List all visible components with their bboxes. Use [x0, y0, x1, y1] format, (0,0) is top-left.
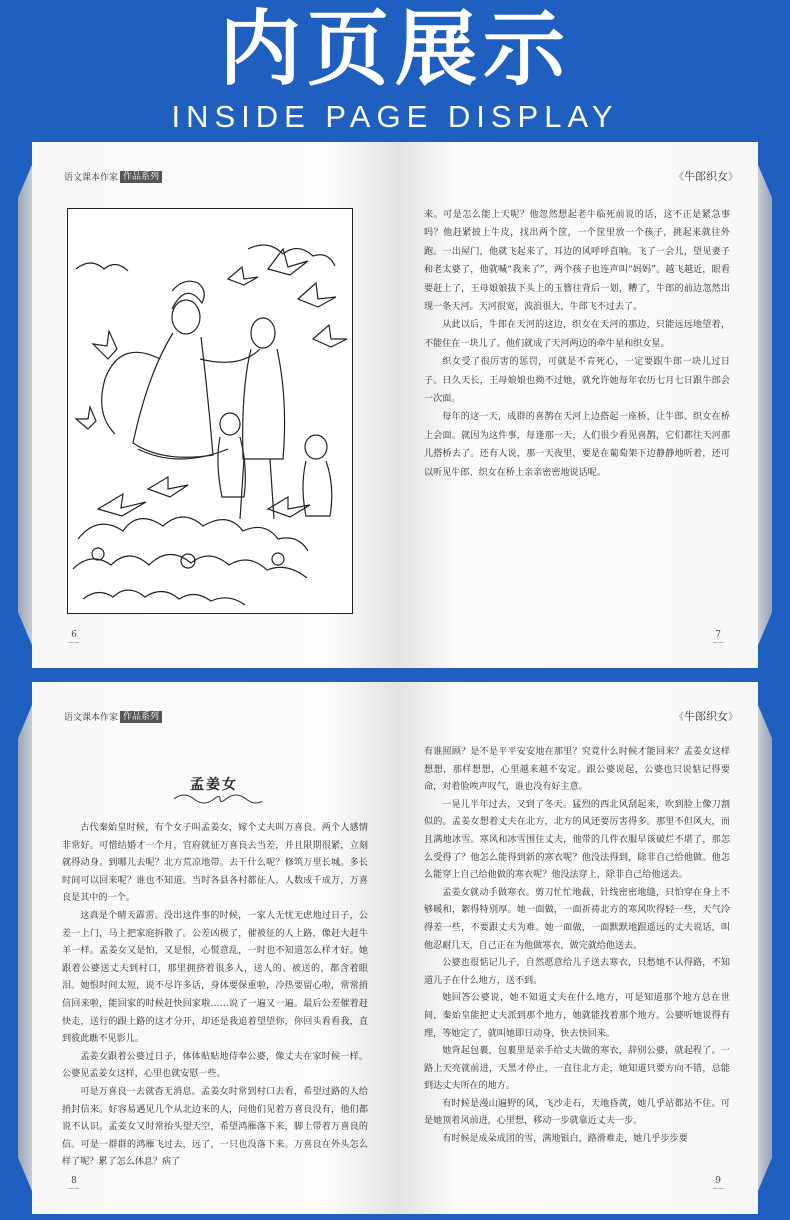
paragraph: 有谁照顾？是不是平平安安地在那里？究竟什么时候才能回来？孟姜女这样想想，那样想想，心里越来越不安定。跟公婆说起，公婆也只说惦记得要命，对着脸唉声叹气，谁也没有好主意。 — [424, 747, 730, 793]
book-spread-1 — [0, 140, 790, 670]
header-book-name: 语文课本作家 — [64, 173, 119, 183]
header-story-title: 牛郎织女 — [684, 710, 728, 723]
banner-subtitle: INSIDE PAGE DISPLAY — [171, 99, 619, 134]
page-number-text: 8 — [71, 1176, 77, 1186]
header-series-badge: 作品系列 — [120, 171, 162, 183]
paragraph: 每年的这一天，成群的喜鹊在天河上边搭起一座桥，让牛郎、织女在桥上会面。就因为这件事，每逢那一天，人们很少看见喜鹊，它们都往天河那儿搭桥去了。还有人说，那一天夜里，要是在葡萄架下边静静地听着，还可以听见牛郎、织女在桥上亲亲密密地说话呢。 — [424, 412, 730, 478]
paragraph: 有时候是漫山遍野的风，飞沙走石，天地昏黄，她几乎站都站不住。可是她顶着风前进，心里想，移动一步就靠近丈夫一步。 — [424, 1098, 730, 1127]
body-text — [424, 744, 730, 1149]
header-book-name: 语文课本作家 — [64, 713, 119, 723]
paragraph: 一晃儿半年过去，又到了冬天。猛烈的西北风刮起来，吹到脸上像刀割似的。孟姜女想着丈夫在北方，北方的风还要厉害得多。那里不但风大，而且满地冰雪。寒风和冰雪围住丈夫，他带的几件衣服早该破烂不堪了，那怎么受得了？他怎么能得到新的寒衣呢？他没法得到，除非自己给他做。他怎么能穿上自己给他做的寒衣呢？他没法穿上，除非自己给他送去。 — [424, 799, 730, 881]
page-6 — [32, 142, 396, 668]
running-header-right — [674, 708, 738, 724]
page-number-right — [712, 1176, 724, 1192]
swash-ornament: ⌣⌣ — [68, 1184, 80, 1194]
illustration-drawing — [68, 209, 352, 613]
swash-ornament: ⌣⌣ — [712, 1184, 724, 1194]
running-header-right — [674, 168, 738, 184]
body-text — [424, 206, 730, 482]
book-spread-2 — [0, 680, 790, 1216]
running-header-left — [64, 170, 162, 183]
page-number-text: 9 — [715, 1176, 721, 1186]
page-9 — [396, 682, 758, 1214]
header-story-title: 牛郎织女 — [684, 170, 728, 183]
header-series-badge: 作品系列 — [120, 711, 162, 723]
page-number-left — [68, 1176, 80, 1192]
paragraph: 她背起包裹，包裹里是亲手给丈夫做的寒衣，辞别公婆，就起程了。一路上天亮就前进，天黑才停止，一直往北方走，她知道只要方向不错，总能到达丈夫所在的地方。 — [424, 1046, 730, 1092]
title-ornament-icon — [172, 792, 262, 806]
story-illustration — [67, 208, 353, 614]
paragraph: 孟姜女跟着公婆过日子，体体贴贴地侍奉公婆，像丈夫在家时候一样。公婆见孟姜女这样，心里也就安慰一些。 — [62, 1051, 368, 1080]
paragraph: 织女受了很厉害的惩罚，可就是不肯死心，一定要跟牛郎一块儿过日子。日久天长，王母娘娘也拗不过她，就允许她每年农历七月七日跟牛郎会一次面。 — [424, 357, 730, 405]
ornament-left-icon: 《 — [674, 172, 684, 183]
story-title: 孟姜女 — [190, 777, 238, 793]
paragraph: 古代秦始皇时候，有个女子叫孟姜女，嫁个丈夫叫万喜良。两个人感情非常好。可惜结婚才一个月，官府就征万喜良去当差，并且限期很紧，立刻就得动身。到哪儿去呢？北方荒凉地带。去干什么呢？修筑万里长城。多长时间可以回来呢？谁也不知道。当时各县各村都征人，人数成千成万，万喜良是其中的一个。 — [62, 823, 368, 904]
swash-ornament: ⌣⌣ — [712, 638, 724, 648]
page-7 — [396, 142, 758, 668]
paragraph: 她回答公婆说，她不知道丈夫在什么地方，可是知道那个地方总在世间，秦始皇能把丈夫派到那个地方，她就能找着那个地方。公婆听她说得有理，等她定了，就叫她即日动身，快去快回来。 — [424, 993, 730, 1039]
banner-title: 内页展示 — [218, 2, 571, 97]
paragraph: 从此以后，牛郎在天河的这边，织女在天河的那边，只能远远地望着，不能住在一块儿了。他们就成了天河两边的牵牛星和织女星。 — [424, 320, 730, 349]
paragraph: 有时候是成朵成团的雪，满地银白，路滑难走，她几乎步步要 — [442, 1134, 688, 1145]
paragraph: 这真是个晴天霹雳。没出这件事的时候，一家人无忧无虑地过日子，公差一上门，马上把家庭拆散了。公差凶极了，催被征的人上路，像赶大赶牛羊一样。孟姜女又是怕，又是恨，心慌意乱，一时也不知道怎么样才好。她跟着公婆送丈夫到村口，那里拥挤着很多人，送人的、被送的，都含着眼泪。她恨时间太短，说不尽许多话，身体要保重啦，冷热要留心啦，常常捎信回来啦，能回家的时候赶快回家啦……说了一遍又一遍。最后公差催着赶快走，送行的跟上路的这才分开，却还是我追着望望你，你回头看看我，直到彼此瞧不见影儿。 — [62, 910, 368, 1045]
page-number-text: 7 — [715, 630, 721, 640]
page-8 — [32, 682, 396, 1214]
page-number-left — [68, 630, 80, 646]
ornament-right-icon: 》 — [728, 712, 738, 723]
paragraph: 可是万喜良一去就杳无消息。孟姜女时常到村口去看，希望过路的人给捎封信来。好容易遇见几个从北边来的人，问他们见着万喜良没有，他们都说不认识。孟姜女又时常抬头望天空，希望鸿雁落下来，脚上带着万喜良的信。可是一群群的鸿雁飞过去，远了，一只也没落下来。万喜良在外头怎么样了呢？累了怎么休息？病了 — [62, 1086, 368, 1168]
swash-ornament: ⌣⌣ — [68, 638, 80, 648]
ornament-right-icon: 》 — [728, 172, 738, 183]
ornament-left-icon: 《 — [674, 712, 684, 723]
running-header-left — [64, 710, 162, 723]
paragraph: 孟姜女就动手做寒衣。剪刀忙忙地裁，针线密密地缝，只怕穿在身上不够暖和，絮得特别厚。她一面做，一面祈祷北方的寒风吹得轻一些，天气冷得差一些，不要跟丈夫为难。她一面做，一面默默地跟遥远的丈夫说话，叫他忍耐几天，自己正在为他做寒衣，做完就给他送去。 — [424, 887, 730, 951]
body-text — [62, 820, 368, 1172]
paragraph: 公婆也很惦记儿子，自然愿意给儿子送去寒衣，只愁她不认得路，不知道儿子在什么地方，送不到。 — [424, 958, 730, 986]
page-number-text: 6 — [71, 630, 77, 640]
page-number-right — [712, 630, 724, 646]
paragraph: 来。可是怎么能上天呢？他忽然想起老牛临死前说的话，这不正是紧急事吗？他赶紧披上牛皮，找出两个筐，一个筐里放一个孩子，挑起来就往外跑。一出屋门，他就飞起来了，耳边的风呼呼直响。飞了一会儿，望见妻子和老太婆了，他就喊“我来了”，两个孩子也连声叫“妈妈”。越飞越近，眼看要赶上了，王母娘娘拔下头上的玉簪往背后一划，糟了，牛郎的前边忽然出现一条天河。天河很宽，波浪很大，牛郎飞不过去了。 — [424, 210, 730, 313]
